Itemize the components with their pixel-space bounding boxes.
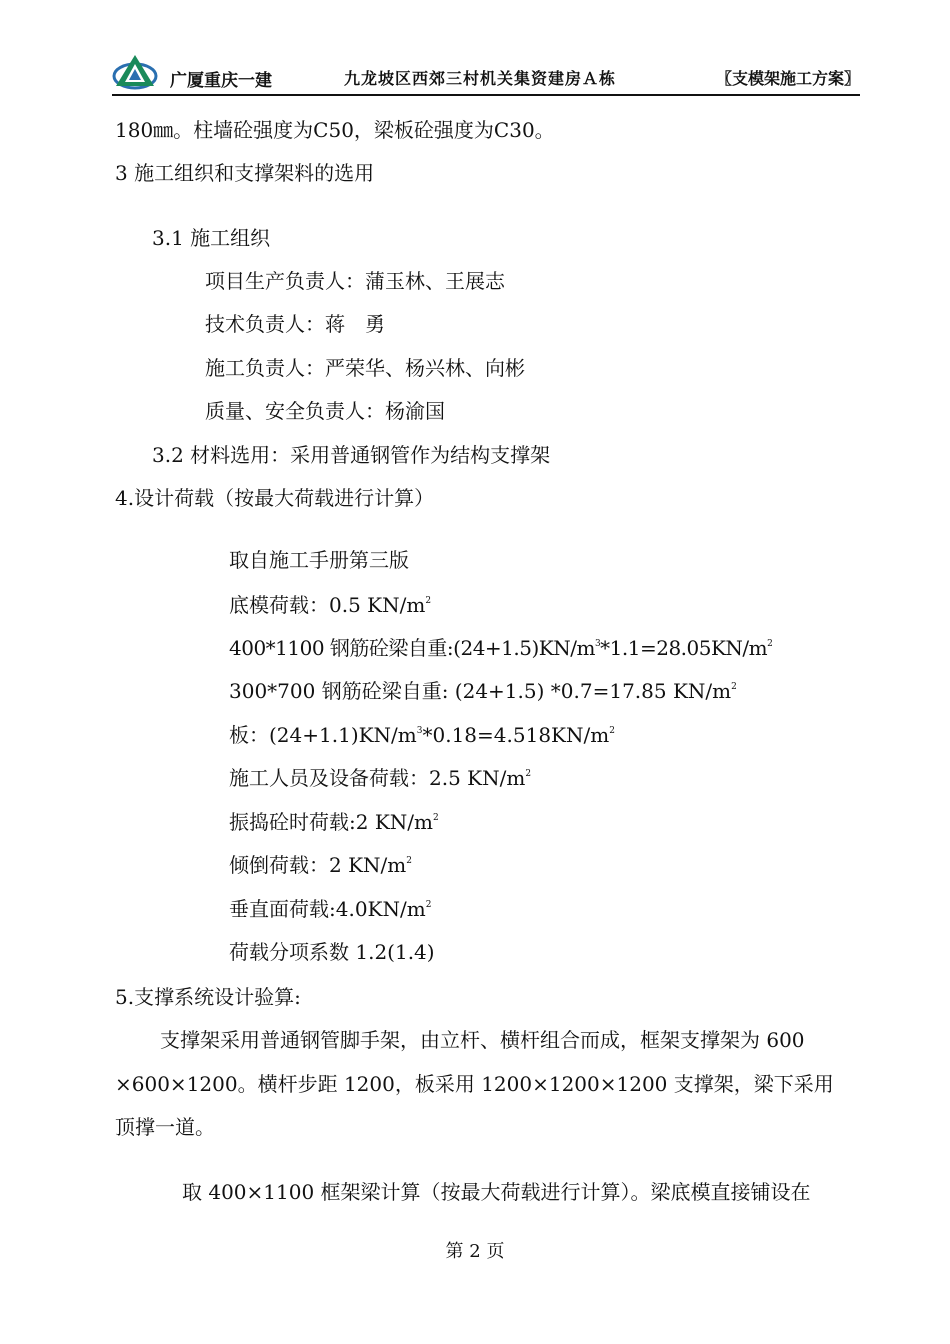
section-heading: 5.支撑系统设计验算: xyxy=(115,985,301,1009)
text-line: 施工人员及设备荷载：2.5 $KN/m^2$ xyxy=(229,766,532,790)
text-line: 300*700 钢筋砼梁自重: (24+1.5) *0.7=17.85 $KN/m^2$ xyxy=(229,679,737,703)
text-line: 180㎜。柱墙砼强度为C50，梁板砼强度为C30。 xyxy=(115,118,555,142)
company-name: 广厦重庆一建 xyxy=(170,71,272,91)
text-line: 振捣砼时荷载:2 $KN/m^2$ xyxy=(229,810,439,834)
text-line: 施工负责人：严荣华、杨兴林、向彬 xyxy=(205,356,525,380)
paragraph-line: 取 400×1100 框架梁计算（按最大荷载进行计算）。梁底模直接铺设在 xyxy=(182,1180,811,1204)
text-line: 技术负责人：蒋 勇 xyxy=(205,312,385,336)
text-line: 质量、安全负责人：杨渝国 xyxy=(205,399,445,423)
text-line: 底模荷载：0.5 $KN/m^2$ xyxy=(229,593,432,617)
project-name: 九龙坡区西郊三村机关集资建房Ａ栋 xyxy=(344,69,617,88)
subsection-heading: 3.1 施工组织 xyxy=(152,226,271,250)
text-line: 取自施工手册第三版 xyxy=(229,548,409,572)
section-heading: 4.设计荷载（按最大荷载进行计算） xyxy=(115,486,435,510)
text-line: 垂直面荷载$:4.0KN/m^2$ xyxy=(229,897,432,921)
text-line: 项目生产负责人：蒲玉林、王展志 xyxy=(205,269,505,293)
paragraph-line: ×600×1200。横杆步距 1200，板采用 1200×1200×1200 支撑架，梁下采用 xyxy=(115,1072,834,1096)
text-line: 400*1100 钢筋砼梁自重$:(24+1.5)KN/m^3*1.1=28.05KN/m^2$ xyxy=(229,636,773,660)
text-line: 荷载分项系数 1.2(1.4) xyxy=(229,940,435,964)
page-number: 第 2 页 xyxy=(445,1241,505,1262)
text-line: 倾倒荷载：2 $KN/m^2$ xyxy=(229,853,412,877)
paragraph-line: 顶撑一道。 xyxy=(115,1115,215,1139)
document-type: 〖支模架施工方案〗 xyxy=(715,69,860,88)
paragraph-line: 支撑架采用普通钢管脚手架，由立杆、横杆组合而成，框架支撑架为 600 xyxy=(160,1028,805,1052)
text-line: 板：$(24+1.1)KN/m^3*0.18=4.518KN/m^2$ xyxy=(229,723,615,747)
section-heading: 3 施工组织和支撑架料的选用 xyxy=(115,161,375,185)
subsection-heading: 3.2 材料选用：采用普通钢管作为结构支撑架 xyxy=(152,443,551,467)
